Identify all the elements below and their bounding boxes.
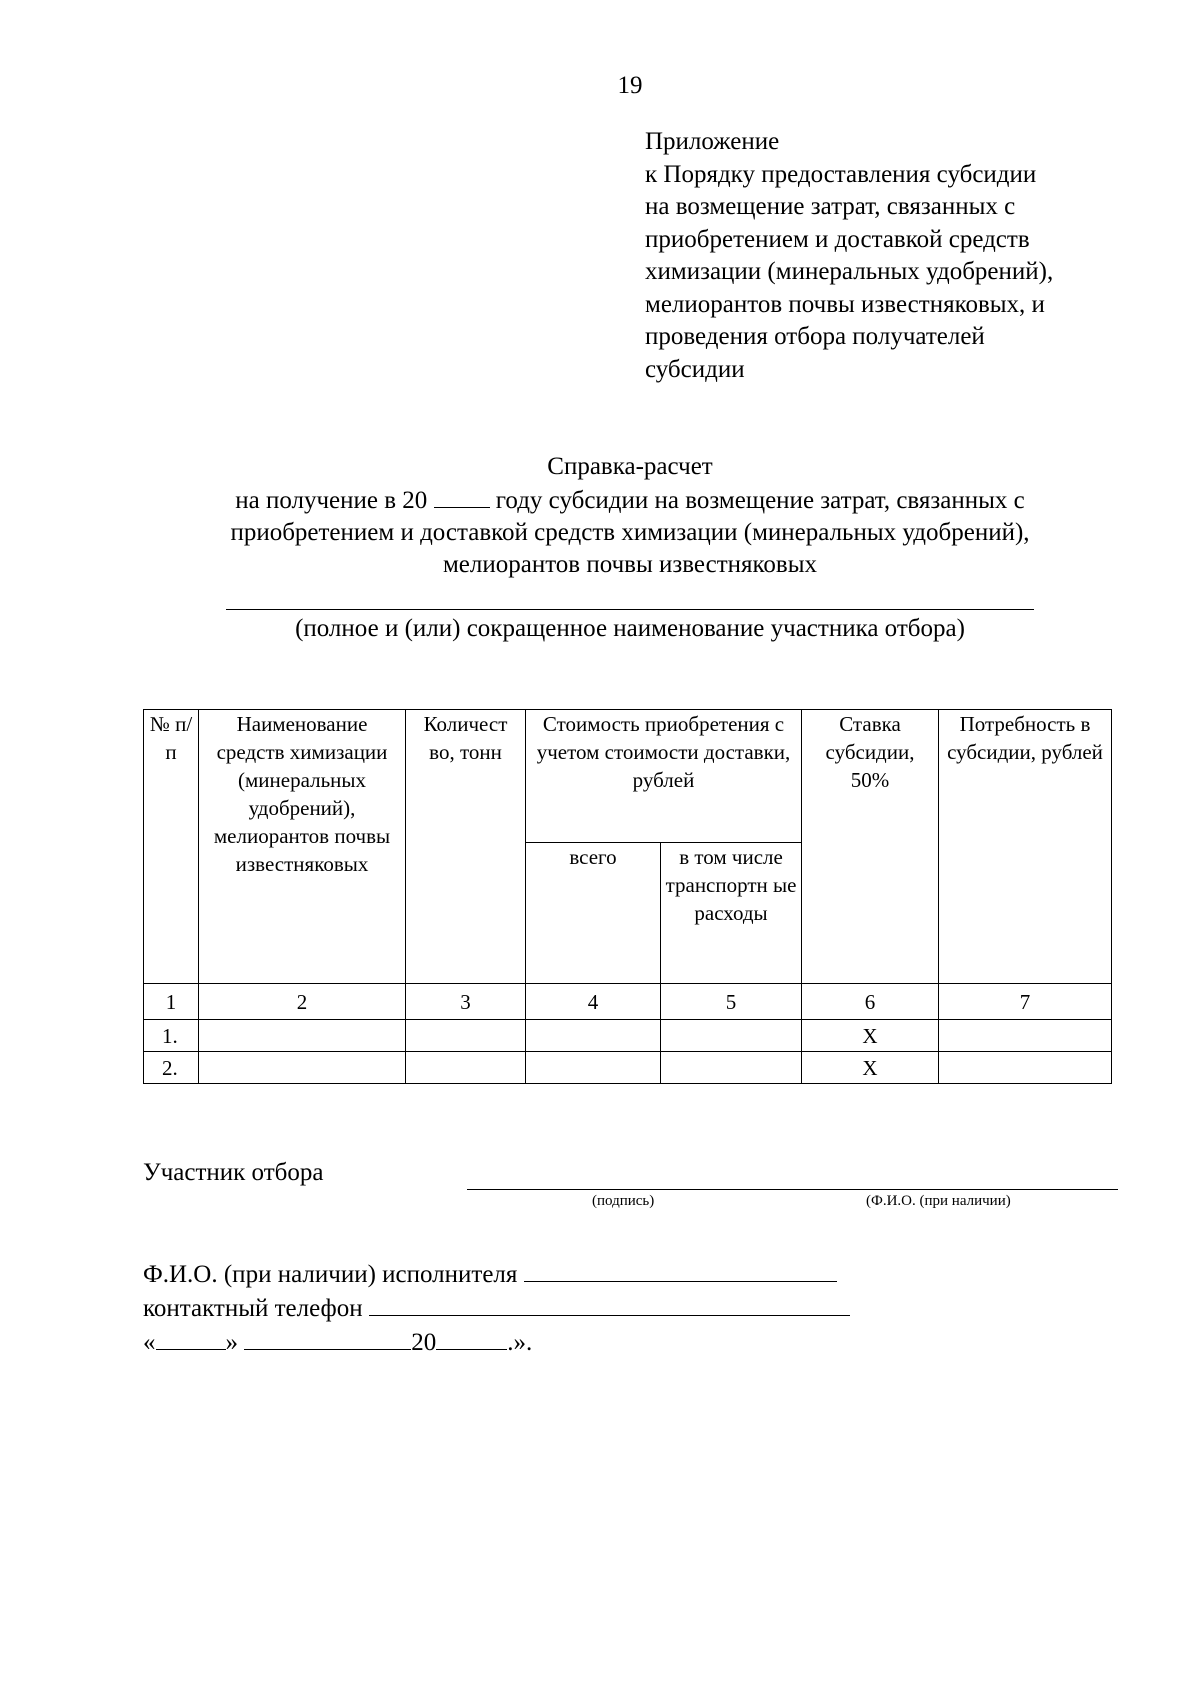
executor-label: Ф.И.О. (при наличии) исполнителя <box>143 1261 518 1288</box>
date-end: .». <box>507 1329 533 1356</box>
appendix-line: субсидии <box>645 355 745 383</box>
cell-need[interactable] <box>939 1052 1112 1084</box>
phone-blank[interactable] <box>369 1291 850 1316</box>
header-rate: Ставка субсидии, 50% <box>802 710 939 984</box>
page-number: 19 <box>617 72 643 99</box>
document-title <box>0 451 1200 581</box>
row-number: 1. <box>144 1020 199 1052</box>
title-line-1 <box>0 483 1200 517</box>
cell-qty[interactable] <box>406 1020 526 1052</box>
header-cost-transport: в том числе транспортн ые расходы <box>661 843 802 984</box>
cell-cost-transport[interactable] <box>661 1020 802 1052</box>
title-line-1-end: году субсидии на возмещение затрат, связанных с <box>495 487 1025 514</box>
table-row <box>144 1052 1112 1084</box>
appendix-line: проведения отбора получателей <box>645 323 985 350</box>
title-line-2: приобретением и доставкой средств химизации (минеральных удобрений), <box>230 519 1030 546</box>
appendix-line: на возмещение затрат, связанных с <box>645 193 1016 220</box>
month-blank[interactable] <box>244 1325 411 1350</box>
header-num: № п/п <box>144 710 199 984</box>
cell-need[interactable] <box>939 1020 1112 1052</box>
table-row <box>144 1020 1112 1052</box>
column-numbers-row <box>144 984 1112 1020</box>
title-line-3: мелиорантов почвы известняковых <box>442 551 818 578</box>
header-need: Потребность в субсидии, рублей <box>939 710 1112 984</box>
signature-line[interactable] <box>467 1189 1118 1190</box>
appendix-line: химизации (минеральных удобрений), <box>645 258 1054 285</box>
header-cost-total: всего <box>526 843 661 984</box>
date-open-quote: « <box>143 1329 156 1356</box>
col-number: 3 <box>406 984 526 1020</box>
col-number: 5 <box>661 984 802 1020</box>
fio-caption: (Ф.И.О. (при наличии) <box>866 1193 1011 1209</box>
day-blank[interactable] <box>156 1325 226 1350</box>
calculation-table <box>143 709 1112 1084</box>
participant-name-line[interactable] <box>226 609 1034 610</box>
title-heading: Справка-расчет <box>547 453 713 480</box>
contact-block <box>143 1257 850 1359</box>
participant-name-caption: (полное и (или) сокращенное наименование участника отбора) <box>295 615 965 642</box>
executor-name-blank[interactable] <box>524 1257 837 1282</box>
year-prefix: 20 <box>411 1329 437 1356</box>
cell-name[interactable] <box>199 1020 406 1052</box>
cell-cost-transport[interactable] <box>661 1052 802 1084</box>
col-number: 4 <box>526 984 661 1020</box>
cell-cost-total[interactable] <box>526 1052 661 1084</box>
year-blank[interactable] <box>434 483 490 508</box>
col-number: 2 <box>199 984 406 1020</box>
appendix-line: к Порядку предоставления субсидии <box>645 160 1037 188</box>
date-row <box>143 1325 850 1359</box>
phone-row <box>143 1291 850 1325</box>
col-number: 1 <box>144 984 199 1020</box>
header-cost: Стоимость приобретения с учетом стоимости доставки, рублей <box>526 710 802 843</box>
row-number: 2. <box>144 1052 199 1084</box>
cell-name[interactable] <box>199 1052 406 1084</box>
header-qty: Количест во, тонн <box>406 710 526 984</box>
cell-cost-total[interactable] <box>526 1020 661 1052</box>
cell-rate: X <box>802 1020 939 1052</box>
cell-rate: X <box>802 1052 939 1084</box>
cell-qty[interactable] <box>406 1052 526 1084</box>
executor-row <box>143 1257 850 1291</box>
title-line-1-start: на получение в 20 <box>235 487 428 514</box>
appendix-line: мелиорантов почвы известняковых, и <box>645 290 1045 318</box>
signature-caption: (подпись) <box>592 1193 655 1209</box>
signer-label: Участник отбора <box>143 1159 324 1186</box>
col-number: 7 <box>939 984 1112 1020</box>
phone-label: контактный телефон <box>143 1295 363 1322</box>
header-name: Наименование средств химизации (минеральных удобрений), мелиорантов почвы известняковых <box>199 710 406 984</box>
col-number: 6 <box>802 984 939 1020</box>
appendix-block <box>645 126 1053 386</box>
appendix-line: приобретением и доставкой средств <box>645 225 1030 253</box>
date-close-quote: » <box>225 1329 238 1356</box>
date-year-blank[interactable] <box>436 1325 507 1350</box>
appendix-line: Приложение <box>645 128 780 155</box>
